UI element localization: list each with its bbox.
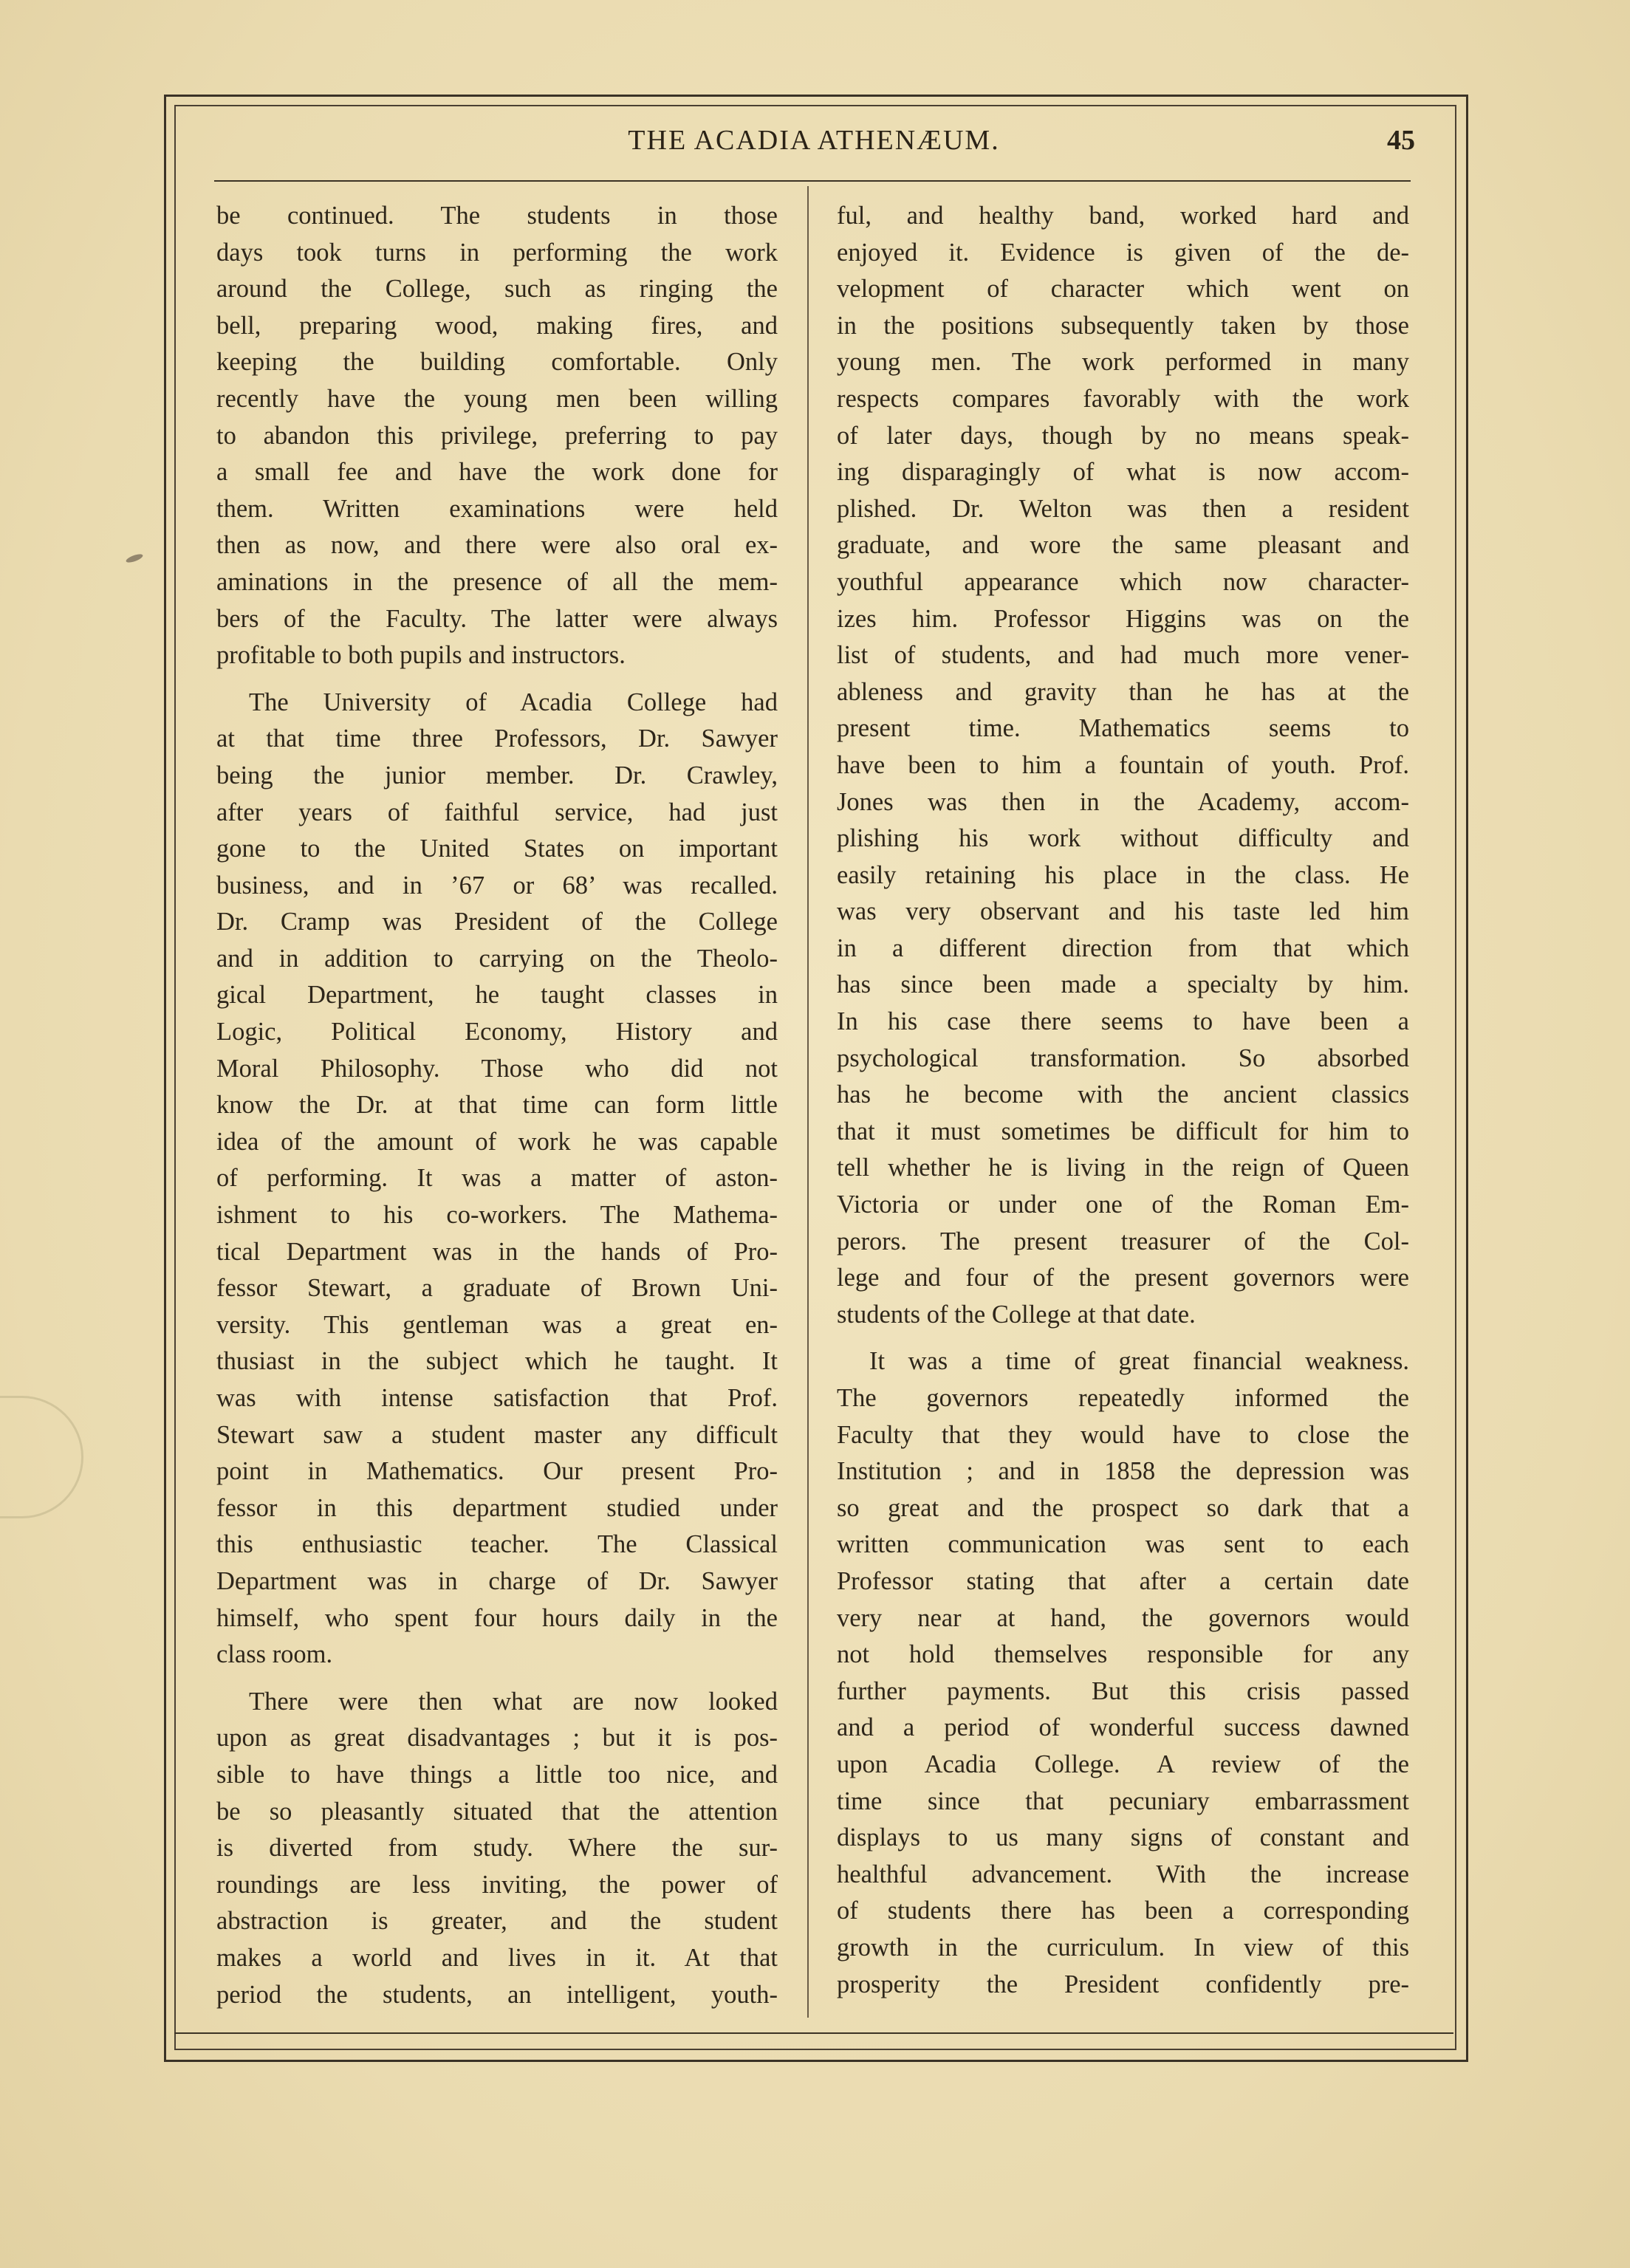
text-line: bers of the Faculty. The latter were always [216,604,778,633]
text-line: profitable to both pupils and instructors. [216,641,626,670]
paragraph [837,1343,1409,2003]
text-line: Logic, Political Economy, History and [216,1018,778,1046]
text-line: healthful advancement. With the increase [837,1860,1409,1888]
text-line: Stewart saw a student master any difficult [216,1420,778,1449]
text-line: Professor stating that after a certain date [837,1566,1409,1595]
paragraph [216,685,778,1673]
text-line: ing disparagingly of what is now accom- [837,458,1409,487]
text-line: class room. [216,1640,333,1669]
journal-title: THE ACADIA ATHENÆUM. [628,125,1000,156]
text-line: has he become with the ancient classics [837,1080,1409,1109]
text-line: roundings are less inviting, the power of [216,1870,778,1899]
text-line: There were then what are now looked [249,1687,778,1716]
text-line: tell whether he is living in the reign of Queen [837,1154,1409,1182]
paragraph [837,198,1409,1333]
text-line: lege and four of the present governors were [837,1264,1409,1292]
text-line: Dr. Cramp was President of the College [216,908,778,936]
text-line: of students there has been a corresponding [837,1897,1409,1925]
text-line: keeping the building comfortable. Only [216,348,778,377]
text-line: be continued. The students in those [216,202,778,230]
text-line: ishment to his co-workers. The Mathema- [216,1201,778,1230]
text-line: gical Department, he taught classes in [216,981,778,1010]
column-divider [807,186,809,2018]
text-line: students of the College at that date. [837,1300,1196,1329]
text-line: written communication was sent to each [837,1530,1409,1559]
ink-spot [125,552,143,564]
text-line: In his case there seems to have been a [837,1007,1409,1036]
text-line: in a different direction from that which [837,933,1409,962]
text-line: enjoyed it. Evidence is given of the de- [837,238,1409,267]
text-line: list of students, and had much more vener- [837,641,1409,670]
text-line: himself, who spent four hours daily in the [216,1603,778,1632]
text-line: versity. This gentleman was a great en- [216,1310,778,1339]
text-line: is diverted from study. Where the sur- [216,1834,778,1863]
page-edge-mark [0,1396,83,1518]
text-line: velopment of character which went on [837,275,1409,304]
page-number: 45 [1387,125,1415,156]
text-line: not hold themselves responsible for any [837,1640,1409,1669]
text-line: period the students, an intelligent, youth- [216,1980,778,2009]
text-line: be so pleasantly situated that the attention [216,1797,778,1826]
text-line: gone to the United States on important [216,835,778,863]
text-line: makes a world and lives in it. At that [216,1943,778,1972]
text-line: ableness and gravity than he has at the [837,677,1409,706]
text-line: upon as great disadvantages ; but it is pos- [216,1724,778,1753]
paragraph [216,198,778,674]
text-line: easily retaining his place in the class. He [837,860,1409,889]
text-line: and in addition to carrying on the Theolo- [216,944,778,973]
text-line: days took turns in performing the work [216,238,778,267]
text-line: idea of the amount of work he was capable [216,1127,778,1156]
text-line: Department was in charge of Dr. Sawyer [216,1566,778,1595]
text-line: aminations in the presence of all the mem- [216,567,778,596]
text-line: of performing. It was a matter of aston- [216,1164,778,1193]
text-line: Moral Philosophy. Those who did not [216,1054,778,1083]
text-line: bell, preparing wood, making fires, and [216,311,778,340]
right-column [837,198,1409,2003]
text-line: Jones was then in the Academy, accom- [837,787,1409,816]
text-line: upon Acadia College. A review of the [837,1750,1409,1778]
paragraph [216,1684,778,2013]
text-line: plished. Dr. Welton was then a resident [837,494,1409,523]
text-line: It was a time of great financial weakness. [869,1347,1409,1376]
text-line: respects compares favorably with the work [837,384,1409,413]
text-line: very near at hand, the governors would [837,1603,1409,1632]
text-line: youthful appearance which now character- [837,567,1409,596]
text-line: fessor in this department studied under [216,1493,778,1522]
text-line: abstraction is greater, and the student [216,1907,778,1936]
text-line: izes him. Professor Higgins was on the [837,604,1409,633]
text-line: present time. Mathematics seems to [837,714,1409,743]
left-column [216,198,778,2013]
text-line: perors. The present treasurer of the Col- [837,1227,1409,1255]
text-line: The governors repeatedly informed the [837,1384,1409,1412]
text-line: have been to him a fountain of youth. Prof. [837,750,1409,779]
text-line: Victoria or under one of the Roman Em- [837,1190,1409,1219]
text-line: tical Department was in the hands of Pro- [216,1237,778,1266]
text-line: of later days, though by no means speak- [837,421,1409,450]
text-line: and a period of wonderful success dawned [837,1713,1409,1742]
text-line: around the College, such as ringing the [216,275,778,304]
text-line: further payments. But this crisis passed [837,1676,1409,1705]
text-line: Faculty that they would have to close the [837,1420,1409,1449]
text-line: them. Written examinations were held [216,494,778,523]
text-line: to abandon this privilege, preferring to pay [216,421,778,450]
text-line: displays to us many signs of constant and [837,1823,1409,1852]
text-line: a small fee and have the work done for [216,458,778,487]
text-line: psychological transformation. So absorbed [837,1044,1409,1072]
footer-rule [174,2032,1453,2034]
text-line: business, and in ’67 or 68’ was recalled. [216,871,778,900]
text-line: in the positions subsequently taken by those [837,311,1409,340]
text-line: was very observant and his taste led him [837,897,1409,926]
header-rule [214,180,1411,182]
running-head [174,118,1453,170]
text-line: at that time three Professors, Dr. Sawyer [216,724,778,753]
text-line: fessor Stewart, a graduate of Brown Uni- [216,1274,778,1303]
text-line: was with intense satisfaction that Prof. [216,1384,778,1412]
text-line: so great and the prospect so dark that a [837,1493,1409,1522]
text-line: after years of faithful service, had just [216,798,778,826]
text-line: graduate, and wore the same pleasant and [837,531,1409,560]
text-line: prosperity the President confidently pre- [837,1970,1409,1998]
text-line: plishing his work without difficulty and [837,824,1409,853]
text-line: thusiast in the subject which he taught. It [216,1347,778,1376]
text-line: recently have the young men been willing [216,384,778,413]
text-line: young men. The work performed in many [837,348,1409,377]
text-line: then as now, and there were also oral ex- [216,531,778,560]
text-line: Institution ; and in 1858 the depression was [837,1457,1409,1486]
text-line: ful, and healthy band, worked hard and [837,202,1409,230]
text-line: that it must sometimes be difficult for him to [837,1117,1409,1145]
text-line: know the Dr. at that time can form little [216,1091,778,1120]
text-line: this enthusiastic teacher. The Classical [216,1530,778,1559]
text-line: point in Mathematics. Our present Pro- [216,1457,778,1486]
text-line: being the junior member. Dr. Crawley, [216,761,778,789]
text-line: The University of Acadia College had [249,688,778,716]
text-line: has since been made a specialty by him. [837,970,1409,999]
text-line: time since that pecuniary embarrassment [837,1786,1409,1815]
text-line: growth in the curriculum. In view of this [837,1933,1409,1962]
text-line: sible to have things a little too nice, and [216,1760,778,1789]
